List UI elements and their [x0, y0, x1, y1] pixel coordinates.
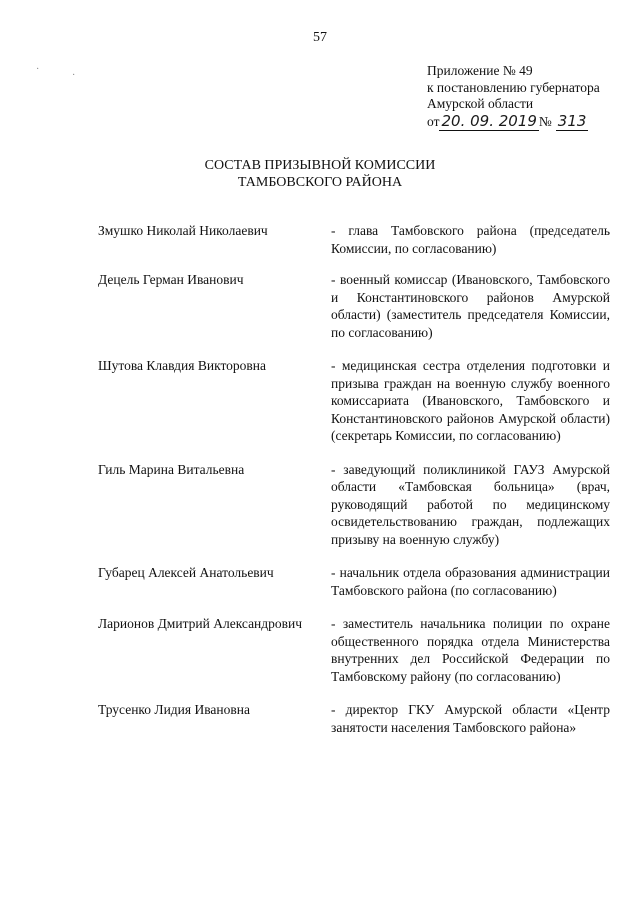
member-name: Губарец Алексей Анатольевич: [98, 565, 274, 580]
scan-mark: ·: [72, 70, 76, 81]
annex-date-line: [427, 113, 632, 131]
member-name: Трусенко Лидия Ивановна: [98, 702, 250, 717]
handwritten-date: 20. 09. 2019: [441, 111, 537, 130]
title-line-1: СОСТАВ ПРИЗЫВНОЙ КОМИССИИ: [204, 158, 436, 173]
member-role: - директор ГКУ Амурской области «Центр занятости населения Тамбовского района»: [331, 702, 610, 735]
member-role: - глава Тамбовского района (председатель Комиссии, по согласованию): [331, 223, 610, 256]
member-name: Гиль Марина Витальевна: [98, 461, 245, 477]
annex-number: Приложение № 49: [427, 63, 533, 78]
annex-resolution: к постановлению губернатора: [427, 79, 600, 95]
scan-mark: ·: [36, 64, 40, 75]
member-role: - медицинская сестра отделения подготовки и призыва граждан на военную службу военного комиссариата (Ивановского, Тамбовского и Константиновского районов Амурской области) (секретарь Комиссии, по согласованию): [331, 358, 610, 443]
date-prefix: от: [427, 113, 440, 129]
member-row: [98, 564, 638, 599]
members-list: [98, 222, 638, 736]
annex-block: [427, 63, 632, 130]
number-prefix: №: [538, 113, 552, 129]
member-name: Ларионов Дмитрий Александрович: [98, 616, 303, 631]
member-row: [98, 701, 638, 736]
document-title: [0, 158, 640, 191]
member-role: - заведующий поликлиникой ГАУЗ Амурской области «Тамбовская больница» (врач, руководящий работой по медицинскому освидетельствованию граждан, подлежащих призыву на военную службу): [331, 461, 610, 547]
member-role: - начальник отдела образования администрации Тамбовского района (по согласованию): [331, 565, 610, 598]
member-row: [98, 615, 638, 685]
title-line-2: ТАМБОВСКОГО РАЙОНА: [237, 174, 403, 190]
member-name: Змушко Николай Николаевич: [98, 223, 268, 238]
annex-region: Амурской области: [427, 96, 534, 111]
member-name: Шутова Клавдия Викторовна: [98, 358, 267, 373]
member-row: [98, 461, 638, 549]
member-row: [98, 222, 638, 257]
member-row: [98, 271, 638, 341]
member-name: Децель Герман Иванович: [98, 272, 244, 287]
handwritten-number: 313: [557, 111, 587, 130]
member-row: [98, 357, 638, 445]
member-role: - заместитель начальника полиции по охране общественного порядка отдела Министерства внутренних дел Российской Федерации по Тамбовскому району (по согласованию): [331, 616, 610, 684]
page-number: 57: [313, 30, 327, 45]
member-role: - военный комиссар (Ивановского, Тамбовского и Константиновского районов Амурской области) (заместитель председателя Комиссии, по согласованию): [331, 272, 610, 340]
